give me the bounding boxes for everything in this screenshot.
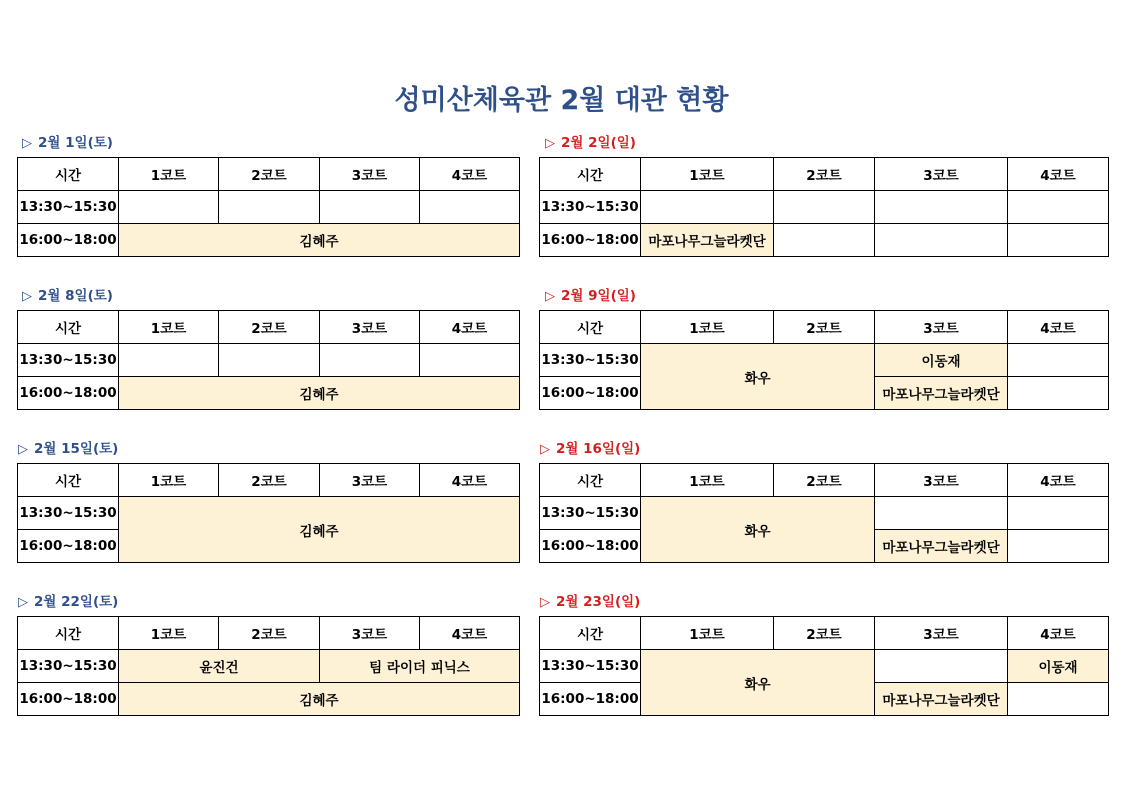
- day-label-feb-22: ▷ 2월 22일(토): [18, 594, 119, 610]
- time-slot: 16:00~18:00: [540, 683, 641, 716]
- booking-cell: 윤진건: [119, 650, 320, 683]
- table-header-row: [540, 158, 1109, 191]
- booking-cell: 김혜주: [119, 377, 520, 410]
- page-title: 성미산체육관 2월 대관 현황: [394, 85, 729, 116]
- header-court-4: 4코트: [420, 158, 520, 191]
- booking-cell: 김혜주: [119, 497, 520, 563]
- triangle-right-outline-icon: ▷: [540, 595, 550, 610]
- triangle-right-outline-icon: ▷: [545, 136, 555, 151]
- empty-cell: [774, 224, 875, 257]
- day-label-feb-1: ▷ 2월 1일(토): [22, 135, 113, 151]
- header-court-1: 1코트: [641, 464, 774, 497]
- header-court-3: 3코트: [875, 617, 1008, 650]
- empty-cell: [320, 191, 420, 224]
- empty-cell: [875, 191, 1008, 224]
- header-court-4: 4코트: [1008, 464, 1109, 497]
- table-row: [18, 377, 520, 410]
- header-court-2: 2코트: [774, 464, 875, 497]
- schedule-table-feb-15: [17, 463, 520, 563]
- empty-cell: [219, 344, 320, 377]
- table-header-row: [18, 464, 520, 497]
- empty-cell: [875, 650, 1008, 683]
- table-row: [18, 683, 520, 716]
- header-court-1: 1코트: [119, 464, 219, 497]
- triangle-right-outline-icon: ▷: [22, 136, 32, 151]
- empty-cell: [875, 224, 1008, 257]
- header-court-2: 2코트: [219, 311, 320, 344]
- empty-cell: [420, 191, 520, 224]
- header-court-4: 4코트: [420, 311, 520, 344]
- header-court-3: 3코트: [320, 617, 420, 650]
- schedule-table-feb-2: [539, 157, 1109, 257]
- day-label-feb-16: ▷ 2월 16일(일): [540, 441, 641, 457]
- header-court-3: 3코트: [875, 158, 1008, 191]
- day-label-feb-23: ▷ 2월 23일(일): [540, 594, 641, 610]
- time-slot: 16:00~18:00: [18, 377, 119, 410]
- empty-cell: [641, 191, 774, 224]
- table-header-row: [18, 617, 520, 650]
- schedule-table-feb-16: [539, 463, 1109, 563]
- empty-cell: [320, 344, 420, 377]
- header-court-1: 1코트: [119, 311, 219, 344]
- triangle-right-outline-icon: ▷: [545, 289, 555, 304]
- header-court-4: 4코트: [1008, 158, 1109, 191]
- empty-cell: [119, 191, 219, 224]
- time-slot: 13:30~15:30: [18, 497, 119, 530]
- booking-cell: 마포나무그늘라켓단: [875, 377, 1008, 410]
- time-slot: 13:30~15:30: [540, 191, 641, 224]
- empty-cell: [1008, 377, 1109, 410]
- header-time: 시간: [18, 158, 119, 191]
- booking-cell: 김혜주: [119, 224, 520, 257]
- table-header-row: [540, 311, 1109, 344]
- header-court-2: 2코트: [774, 311, 875, 344]
- empty-cell: [119, 344, 219, 377]
- header-court-2: 2코트: [219, 617, 320, 650]
- time-slot: 16:00~18:00: [540, 530, 641, 563]
- table-row: [540, 191, 1109, 224]
- time-slot: 13:30~15:30: [18, 650, 119, 683]
- time-slot: 13:30~15:30: [18, 344, 119, 377]
- time-slot: 13:30~15:30: [540, 650, 641, 683]
- time-slot: 16:00~18:00: [18, 224, 119, 257]
- header-court-1: 1코트: [119, 158, 219, 191]
- header-time: 시간: [18, 311, 119, 344]
- header-court-2: 2코트: [774, 158, 875, 191]
- empty-cell: [875, 497, 1008, 530]
- schedule-table-feb-23: [539, 616, 1109, 716]
- booking-cell: 김혜주: [119, 683, 520, 716]
- header-time: 시간: [540, 617, 641, 650]
- header-court-1: 1코트: [641, 158, 774, 191]
- table-row: [18, 191, 520, 224]
- day-label-feb-8: ▷ 2월 8일(토): [22, 288, 113, 304]
- empty-cell: [1008, 191, 1109, 224]
- header-court-3: 3코트: [875, 311, 1008, 344]
- booking-cell: 이동재: [1008, 650, 1109, 683]
- header-court-1: 1코트: [641, 617, 774, 650]
- table-row: [540, 650, 1109, 683]
- header-time: 시간: [18, 617, 119, 650]
- day-label-feb-9: ▷ 2월 9일(일): [545, 288, 636, 304]
- empty-cell: [1008, 530, 1109, 563]
- time-slot: 13:30~15:30: [18, 191, 119, 224]
- table-row: [18, 224, 520, 257]
- booking-cell: 화우: [641, 650, 875, 716]
- empty-cell: [219, 191, 320, 224]
- day-label-feb-2: ▷ 2월 2일(일): [545, 135, 636, 151]
- header-court-2: 2코트: [219, 158, 320, 191]
- header-court-4: 4코트: [420, 464, 520, 497]
- empty-cell: [774, 191, 875, 224]
- empty-cell: [1008, 344, 1109, 377]
- header-court-1: 1코트: [119, 617, 219, 650]
- header-court-1: 1코트: [641, 311, 774, 344]
- booking-cell: 팀 라이더 피닉스: [320, 650, 520, 683]
- time-slot: 16:00~18:00: [540, 224, 641, 257]
- booking-cell: 화우: [641, 497, 875, 563]
- schedule-table-feb-22: [17, 616, 520, 716]
- booking-cell: 마포나무그늘라켓단: [875, 683, 1008, 716]
- time-slot: 16:00~18:00: [540, 377, 641, 410]
- table-row: [18, 344, 520, 377]
- header-court-2: 2코트: [774, 617, 875, 650]
- header-court-4: 4코트: [420, 617, 520, 650]
- booking-cell: 마포나무그늘라켓단: [875, 530, 1008, 563]
- triangle-right-outline-icon: ▷: [18, 442, 28, 457]
- table-row: [540, 497, 1109, 530]
- triangle-right-outline-icon: ▷: [540, 442, 550, 457]
- header-court-3: 3코트: [875, 464, 1008, 497]
- table-row: [18, 650, 520, 683]
- table-header-row: [540, 617, 1109, 650]
- time-slot: 16:00~18:00: [18, 530, 119, 563]
- header-court-2: 2코트: [219, 464, 320, 497]
- header-court-3: 3코트: [320, 311, 420, 344]
- table-row: [18, 497, 520, 530]
- table-header-row: [18, 158, 520, 191]
- header-time: 시간: [540, 311, 641, 344]
- schedule-table-feb-1: [17, 157, 520, 257]
- empty-cell: [1008, 683, 1109, 716]
- empty-cell: [1008, 497, 1109, 530]
- table-header-row: [540, 464, 1109, 497]
- header-court-4: 4코트: [1008, 311, 1109, 344]
- booking-cell: 화우: [641, 344, 875, 410]
- header-time: 시간: [540, 158, 641, 191]
- day-label-feb-15: ▷ 2월 15일(토): [18, 441, 119, 457]
- table-row: [540, 344, 1109, 377]
- schedule-table-feb-8: [17, 310, 520, 410]
- schedule-table-feb-9: [539, 310, 1109, 410]
- booking-cell: 마포나무그늘라켓단: [641, 224, 774, 257]
- triangle-right-outline-icon: ▷: [18, 595, 28, 610]
- empty-cell: [1008, 224, 1109, 257]
- time-slot: 16:00~18:00: [18, 683, 119, 716]
- triangle-right-outline-icon: ▷: [22, 289, 32, 304]
- time-slot: 13:30~15:30: [540, 344, 641, 377]
- header-court-3: 3코트: [320, 464, 420, 497]
- header-time: 시간: [18, 464, 119, 497]
- header-court-3: 3코트: [320, 158, 420, 191]
- table-row: [540, 224, 1109, 257]
- header-court-4: 4코트: [1008, 617, 1109, 650]
- time-slot: 13:30~15:30: [540, 497, 641, 530]
- empty-cell: [420, 344, 520, 377]
- header-time: 시간: [540, 464, 641, 497]
- booking-cell: 이동재: [875, 344, 1008, 377]
- table-header-row: [18, 311, 520, 344]
